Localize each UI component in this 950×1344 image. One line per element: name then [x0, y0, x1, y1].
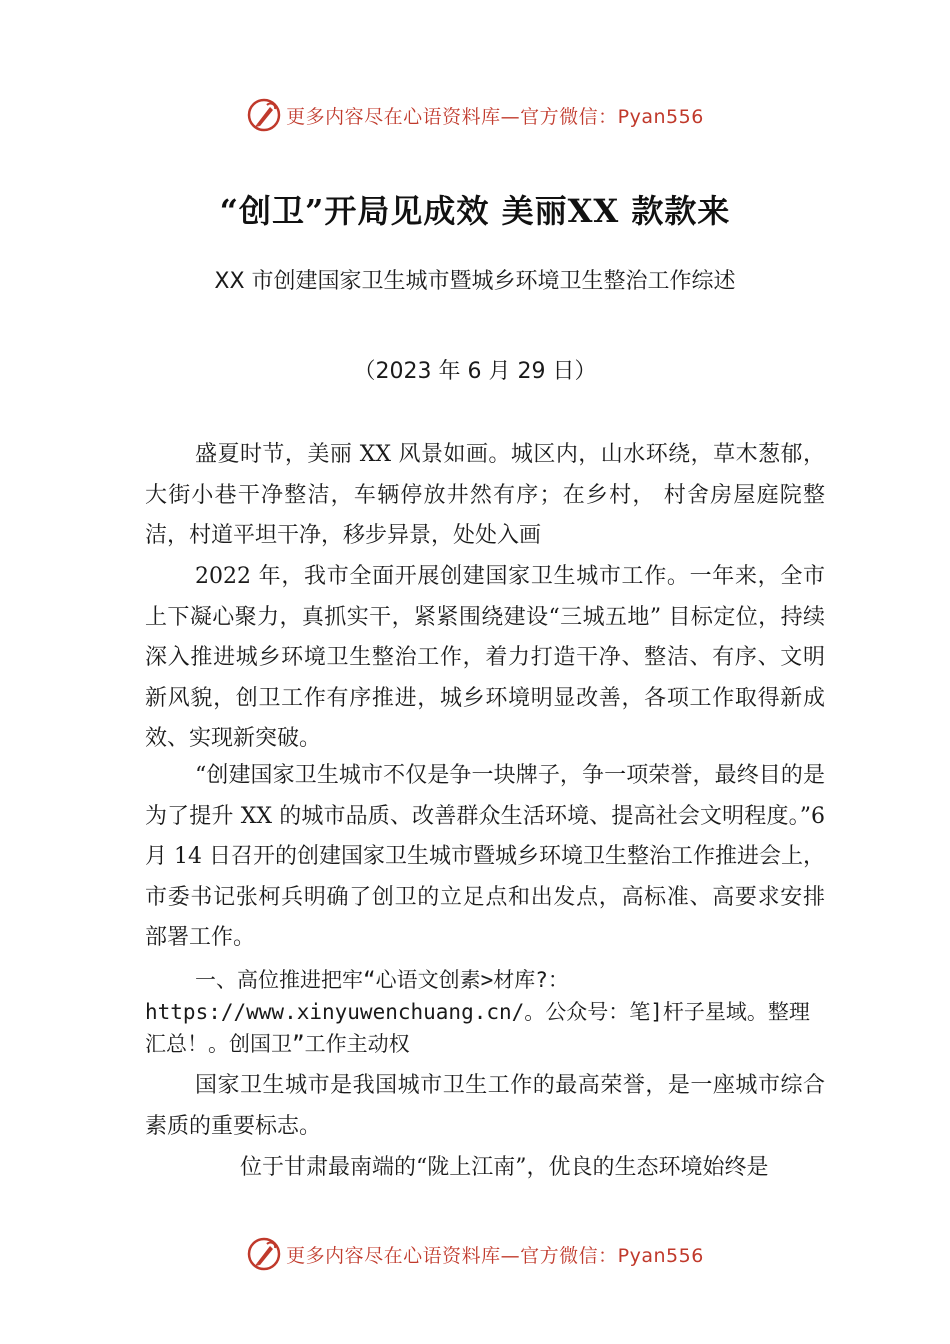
watermark-header [0, 93, 950, 137]
paragraph-4: 国家卫生城市是我国城市卫生工作的最高荣誉，是一座城市综合素质的重要标志。 [145, 1073, 825, 1139]
watermark-text: 更多内容尽在心语资料库—官方微信：Pyan556 [286, 105, 704, 128]
watermark-footer [0, 1232, 950, 1276]
paragraph-3: “创建国家卫生城市不仅是争一块牌子，争一项荣誉，最终目的是为了提升 XX 的城市品质、改善群众生活环境、提高社会文明程度。”6 月 14 日召开的创建国家卫生城市暨城乡环境卫生整治工作推进会上，市委书记张柯兵明确了创卫的立足点和出发点，高标准、高要求安排部署工作。 [145, 763, 825, 950]
document-subtitle: XX 市创建国家卫生城市暨城乡环境卫生整治工作综述 [214, 269, 736, 294]
paragraph-1: 盛夏时节，美丽 XX 风景如画。城区内，山水环绕，草木葱郁，大街小巷干净整洁，车辆停放井然有序；在乡村， 村舍房屋庭院整洁，村道平坦干净，移步异景，处处入画 [145, 442, 825, 548]
watermark-text: 更多内容尽在心语资料库—官方微信：Pyan556 [286, 1244, 704, 1267]
document-title: “创卫”开局见成效 美丽XX 款款来 [219, 192, 731, 230]
fountain-pen-logo-icon [246, 1236, 282, 1272]
fountain-pen-logo-icon [246, 97, 282, 133]
paragraph-5: 位于甘肃最南端的“陇上江南”，优良的生态环境始终是 [240, 1155, 769, 1180]
document-date: （2023 年 6 月 29 日） [353, 359, 597, 384]
paragraph-2: 2022 年，我市全面开展创建国家卫生城市工作。一年来，全市上下凝心聚力，真抓实干，紧紧围绕建设“三城五地” 目标定位，持续深入推进城乡环境卫生整治工作，着力打造干净、整洁、有序、文明新风貌，创卫工作有序推进，城乡环境明显改善，各项工作取得新成效、实现新突破。 [145, 564, 825, 751]
section-heading-1: 一、高位推进把牢“心语文创素>材库?：https://www.xinyuwenchuang.cn/。公众号：笔]杆子星域。整理汇总！。创国卫”工作主动权 [145, 968, 810, 1056]
